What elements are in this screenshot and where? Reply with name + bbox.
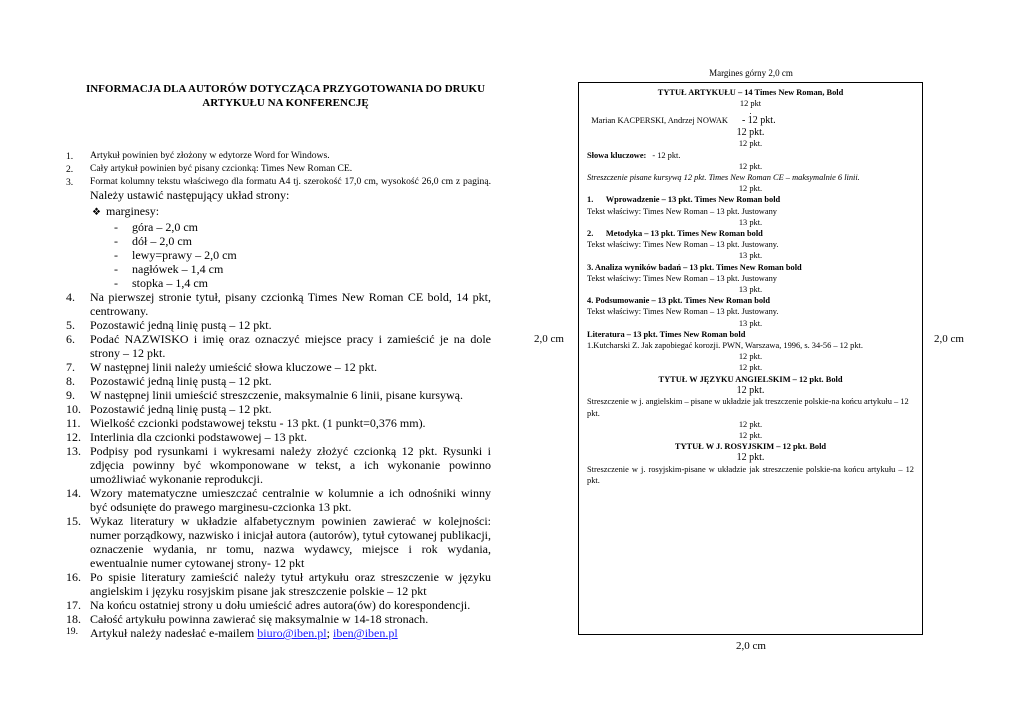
dot: .	[749, 107, 752, 117]
spacing-note: 12 pkt.	[738, 352, 763, 362]
top-margin-label: Margines górny 2,0 cm	[709, 68, 793, 78]
list-item: 3. Format kolumny tekstu właściwego dla formatu A4 tj. szerokość 17,0 cm, wysokość 26,0 cm z paginą. Należy ustawić następujący układ strony: ❖ marginesy: - góra – 2,0 cm - dół – 2,0 cm - lewy=prawy – 2,0 cm - nagłówek – 1,4 cm - stopka – 1,4 cm	[66, 175, 491, 291]
spacing-note: 12 pkt.	[738, 363, 763, 373]
authors-line: Marian KACPERSKI, Andrzej NOWAK - 12 pkt.	[591, 115, 776, 127]
page-title: INFORMACJA DLA AUTORÓW DOTYCZĄCA PRZYGOTOWANIA DO DRUKU ARTYKUŁU NA KONFERENCJĘ	[85, 83, 486, 109]
spacing-note: 12 pkt.	[738, 161, 763, 171]
list-item: 10. Pozostawić jedną linię pustą – 12 pkt.	[66, 402, 272, 417]
list-item: 14. Wzory matematyczne umieszczać centralnie w kolumnie a ich odnośniki winny być odsunięte do prawego marginesu-czcionka 13 pkt.	[66, 486, 491, 515]
list-item: ❖ marginesy:	[92, 204, 160, 219]
sample-title: TYTUŁ ARTYKUŁU – 14 Times New Roman, Bold	[657, 88, 844, 97]
list-item: 2. Cały artykuł powinien być pisany czcionką: Times New Roman CE.	[66, 162, 353, 175]
section-text: Tekst właściwy: Times New Roman – 13 pkt. Justowany.	[587, 307, 779, 317]
spacing-note: 12 pkt	[739, 99, 762, 109]
russian-abstract: Streszczenie w j. rosyjskim-pisane w układzie jak streszczenie polskie-na końcu artykułu – 12 pkt.	[587, 464, 914, 486]
spacing-note: 12 pkt.	[736, 452, 765, 464]
section-text: Tekst właściwy: Times New Roman – 13 pkt. Justowany	[587, 273, 777, 283]
spacing-note: 12 pkt.	[738, 184, 763, 194]
rules-list	[66, 150, 491, 640]
list-item: 8. Pozostawić jedną linię pustą – 12 pkt.	[66, 374, 272, 389]
list-item: - stopka – 1,4 cm	[114, 276, 208, 291]
left-margin-label: 2,0 cm	[534, 333, 564, 345]
email-link-iben[interactable]: iben@iben.pl	[332, 626, 398, 641]
section-heading: 2. Metodyka – 13 pkt. Times New Roman bold	[587, 229, 763, 239]
list-item: 15. Wykaz literatury w układzie alfabetycznym powinien zawierać w kolejności: numer porządkowy, nazwisko i inicjał autora (autorów), tytuł cytowanej publikacji, oznaczenie wydania, nr tomu, nazwa wydawcy, miejsce i rok wydania, ewentualnie numer cytowanej strony- 12 pkt	[66, 514, 491, 571]
english-title: TYTUŁ W JĘZYKU ANGIELSKIM – 12 pkt. Bold	[658, 374, 843, 384]
list-item: 13. Podpisy pod rysunkami i wykresami należy złożyć czcionką 12 pkt. Rysunki i zdjęcia powinny być wkomponowane w tekst, a ich wykonanie powinno umożliwiać wykonanie reprodukcji.	[66, 444, 491, 487]
english-abstract: Streszczenie w j. angielskim – pisane w układzie jak treszczenie polskie-na końcu artykułu – 12 pkt.	[587, 397, 909, 418]
section-heading: 4. Podsumowanie – 13 pkt. Times New Roman bold	[587, 296, 771, 306]
email-link-biuro[interactable]: biuro@iben.pl	[257, 626, 327, 641]
list-item: 19. Artykuł należy nadesłać e-mailem biuro@iben.pl; iben@iben.pl	[66, 626, 398, 641]
list-item: 17. Na końcu ostatniej strony u dołu umieścić adres autora(ów) do korespondencji.	[66, 598, 471, 613]
list-item: - lewy=prawy – 2,0 cm	[114, 248, 237, 263]
literature-heading: Literatura – 13 pkt. Times New Roman bold	[587, 329, 746, 339]
list-item: 12. Interlinia dla czcionki podstawowej – 13 pkt.	[66, 430, 307, 445]
list-item: 9. W następnej linii umieścić streszczenie, maksymalnie 6 linii, pisane kursywą.	[66, 388, 464, 403]
spacing-note: 12 pkt.	[738, 139, 763, 149]
abstract-line: Streszczenie pisane kursywą 12 pkt. Times New Roman CE – maksymalnie 6 linii.	[587, 173, 860, 183]
section-heading: 3. Analiza wyników badań – 13 pkt. Times New Roman bold	[587, 262, 802, 272]
list-item: - nagłówek – 1,4 cm	[114, 262, 224, 277]
bottom-margin-label: 2,0 cm	[736, 640, 766, 652]
page-layout-frame	[578, 82, 923, 635]
diamond-bullet-icon: ❖	[92, 207, 101, 219]
spacing-note: 13 pkt.	[738, 285, 763, 295]
margins-list	[90, 204, 491, 290]
literature-item: 1.Kutcharski Z. Jak zapobiegać korozji. PWN, Warszawa, 1996, s. 34-56 – 12 pkt.	[587, 341, 863, 351]
spacing-note: 13 pkt.	[738, 318, 763, 328]
section-heading: 1. Wprowadzenie – 13 pkt. Times New Roman bold	[587, 195, 781, 205]
list-item: - dół – 2,0 cm	[114, 234, 192, 249]
list-item: 16. Po spisie literatury zamieścić należy tytuł artykułu oraz streszczenie w języku angielskim i języku rosyjskim pisane jak streszczenie polskie – 12 pkt	[66, 570, 491, 599]
list-item: 1. Artykuł powinien być złożony w edytorze Word for Windows.	[66, 150, 330, 162]
list-item: - góra – 2,0 cm	[114, 220, 198, 235]
list-item: 11. Wielkość czcionki podstawowej tekstu - 13 pkt. (1 punkt=0,376 mm).	[66, 416, 426, 431]
section-text: Tekst właściwy: Times New Roman – 13 pkt. Justowany.	[587, 240, 779, 250]
russian-title: TYTUŁ W J. ROSYJSKIM – 12 pkt. Bold	[674, 442, 827, 452]
list-item: 6. Podać NAZWISKO i imię oraz oznaczyć miejsce pracy i zamieścić je na dole strony – 12 pkt.	[66, 332, 491, 361]
spacing-note: 12 pkt.	[736, 384, 765, 396]
section-text: Tekst właściwy: Times New Roman – 13 pkt. Justowany	[587, 206, 777, 216]
list-item: 5. Pozostawić jedną linię pustą – 12 pkt.	[66, 318, 272, 333]
list-item: 7. W następnej linii należy umieścić słowa kluczowe – 12 pkt.	[66, 360, 378, 375]
spacing-note: 12 pkt.	[738, 430, 763, 440]
list-item: 18. Całość artykułu powinna zawierać się maksymalnie w 14-18 stronach.	[66, 612, 429, 627]
spacing-note: 13 pkt.	[738, 251, 763, 261]
spacing-note: 12 pkt.	[736, 126, 765, 138]
spacing-note: 13 pkt.	[738, 217, 763, 227]
right-margin-label: 2,0 cm	[934, 333, 964, 345]
keywords-line: Słowa kluczowe: - 12 pkt.	[587, 150, 681, 160]
instructions-column	[66, 82, 491, 640]
spacing-note: 12 pkt.	[738, 419, 763, 429]
list-item: 4. Na pierwszej stronie tytuł, pisany czcionką Times New Roman CE bold, 14 pkt, centrowany.	[66, 290, 491, 319]
